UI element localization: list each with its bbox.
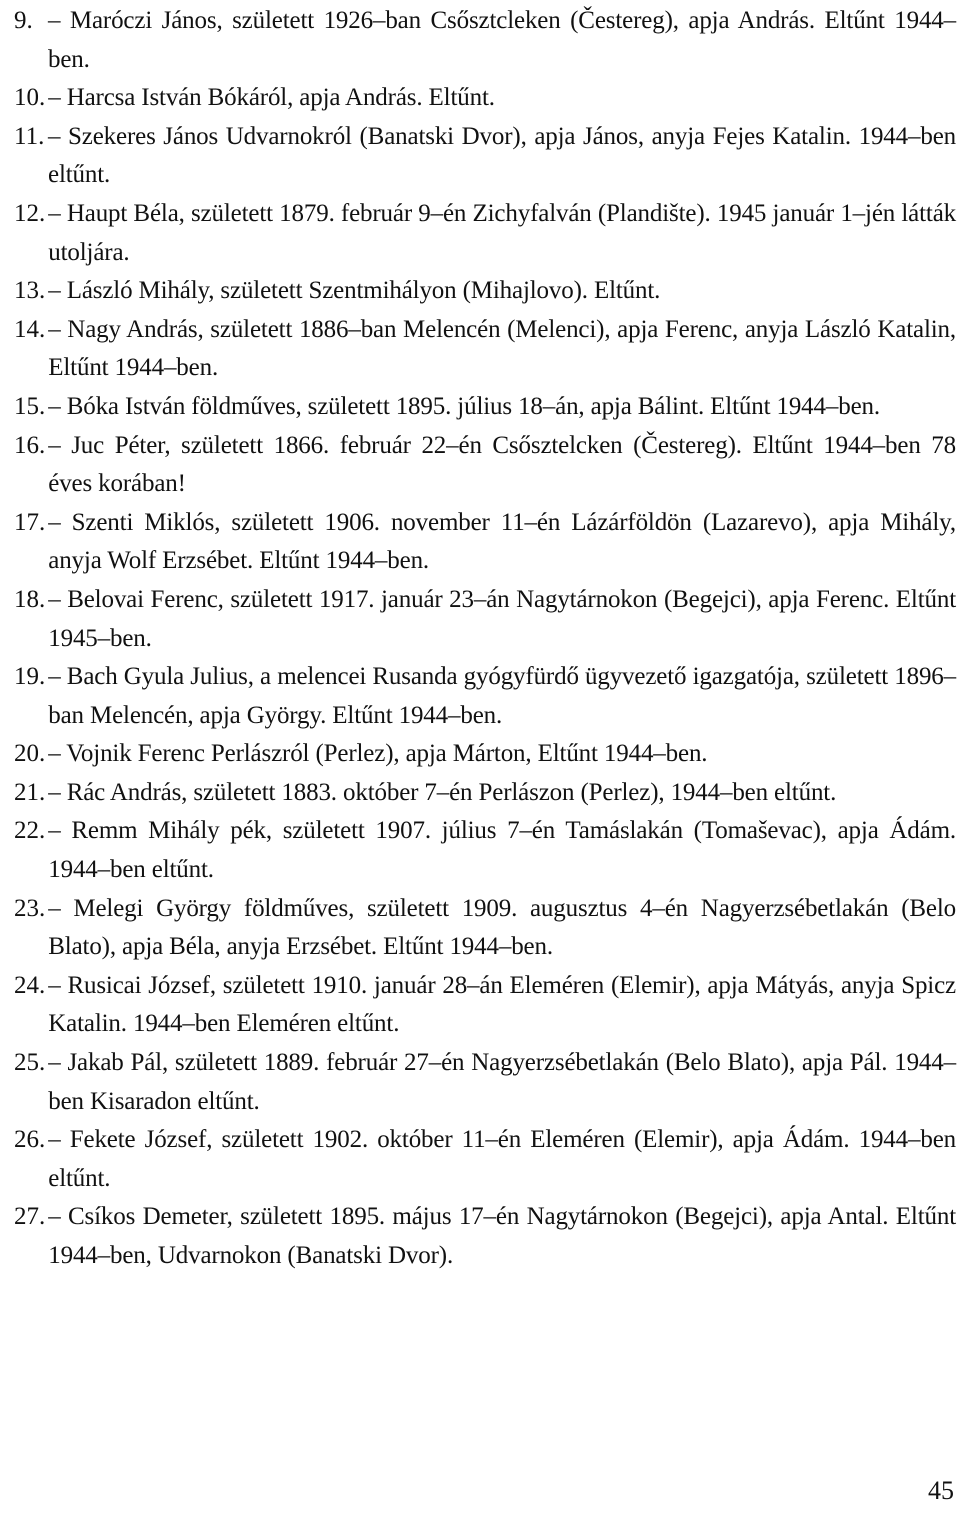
entry-number: 9. — [14, 7, 33, 34]
entry-number: 21. — [14, 778, 46, 806]
entry-text: – Csíkos Demeter, született 1895. május 17–én Nagytárnokon (Begejci), apja Antal. Eltűnt 1944–ben, Udvarnokon (Banatski Dvor). — [48, 1203, 956, 1269]
entry-number: 20. — [14, 740, 46, 768]
entry-text: – Melegi György földműves, született 1909. augusztus 4–én Nagyerzsébetlakán (Belo Blato), apja Béla, anyja Erzsébet. Eltűnt 1944–ben. — [48, 894, 956, 961]
list-item — [14, 388, 956, 427]
list-item — [14, 272, 956, 311]
entry-number: 11. — [14, 122, 45, 150]
entry-number: 14. — [14, 315, 46, 343]
list-item — [14, 1121, 956, 1198]
list-item — [14, 195, 956, 272]
list-item — [14, 658, 956, 735]
entry-text: – Szekeres János Udvarnokról (Banatski Dvor), apja János, anyja Fejes Katalin. 1944–ben eltűnt. — [48, 122, 956, 189]
entry-number: 16. — [14, 431, 46, 459]
list-item — [14, 1044, 956, 1121]
entry-text: – Belovai Ferenc, született 1917. január 23–án Nagytárnokon (Begejci), apja Ferenc. Eltűnt 1945–ben. — [48, 585, 956, 652]
entry-number: 25. — [14, 1049, 46, 1077]
list-item — [14, 967, 956, 1044]
page-number: 45 — [928, 1476, 954, 1505]
entry-number: 22. — [14, 817, 46, 845]
entry-text: – Juc Péter, született 1866. február 22–én Csősztelcken (Čestereg). Eltűnt 1944–ben 78 éves korában! — [48, 431, 956, 498]
entry-number: 24. — [14, 971, 46, 999]
entry-text: – Remm Mihály pék, született 1907. július 7–én Tamáslakán (Tomaševac), apja Ádám. 1944–ben eltűnt. — [48, 817, 956, 884]
entry-number: 26. — [14, 1126, 46, 1154]
entry-text: – Bach Gyula Julius, a melencei Rusanda gyógyfürdő ügyvezető igazgatója, született 1896–ban Melencén, apja György. Eltűnt 1944–ben. — [48, 663, 956, 729]
entry-text: – Haupt Béla, született 1879. február 9–én Zichyfalván (Plandište). 1945 január 1–jén látták utoljára. — [48, 199, 956, 266]
entry-text: – László Mihály, született Szentmihályon (Mihajlovo). Eltűnt. — [48, 277, 661, 305]
list-item — [14, 890, 956, 967]
list-item — [14, 427, 956, 504]
entry-text: – Harcsa István Bókáról, apja András. Eltűnt. — [48, 84, 495, 112]
list-item — [14, 581, 956, 658]
list-item — [14, 118, 956, 195]
list-item — [14, 1198, 956, 1275]
list-item — [14, 812, 956, 889]
entry-number: 19. — [14, 663, 46, 691]
entry-text: – Fekete József, született 1902. október 11–én Eleméren (Elemir), apja Ádám. 1944–ben eltűnt. — [48, 1126, 956, 1192]
entry-text: – Szenti Miklós, született 1906. november 11–én Lázárföldön (Lazarevo), apja Mihály, anyja Wolf Erzsébet. Eltűnt 1944–ben. — [48, 508, 956, 575]
entry-number: 18. — [14, 585, 46, 613]
list-item — [14, 735, 956, 774]
entry-text: – Maróczi János, született 1926–ban Csősztcleken (Čestereg), apja András. Eltűnt 1944–ben. — [48, 7, 956, 73]
entry-text: – Bóka István földműves, született 1895. július 18–án, apja Bálint. Eltűnt 1944–ben. — [48, 392, 880, 420]
entry-number: 17. — [14, 508, 46, 536]
entry-number: 15. — [14, 392, 46, 420]
list-item — [14, 2, 956, 79]
list-item — [14, 774, 956, 813]
entry-number: 23. — [14, 894, 46, 922]
entry-number: 10. — [14, 84, 46, 112]
entry-text: – Rác András, született 1883. október 7–én Perlászon (Perlez), 1944–ben eltűnt. — [48, 778, 837, 806]
entry-number: 12. — [14, 199, 46, 227]
entry-text: – Vojnik Ferenc Perlászról (Perlez), apja Márton, Eltűnt 1944–ben. — [48, 740, 708, 768]
entry-number: 27. — [14, 1203, 46, 1231]
list-item — [14, 504, 956, 581]
list-item — [14, 79, 956, 118]
entry-number: 13. — [14, 277, 46, 305]
entry-text: – Nagy András, született 1886–ban Melencén (Melenci), apja Ferenc, anyja László Katalin, Eltűnt 1944–ben. — [48, 315, 956, 382]
entry-list — [14, 2, 956, 1276]
entry-text: – Rusicai József, született 1910. január 28–án Eleméren (Elemir), apja Mátyás, anyja Spicz Katalin. 1944–ben Eleméren eltűnt. — [48, 971, 956, 1038]
entry-text: – Jakab Pál, született 1889. február 27–én Nagyerzsébetlakán (Belo Blato), apja Pál. 1944–ben Kisaradon eltűnt. — [48, 1049, 956, 1115]
list-item — [14, 311, 956, 388]
